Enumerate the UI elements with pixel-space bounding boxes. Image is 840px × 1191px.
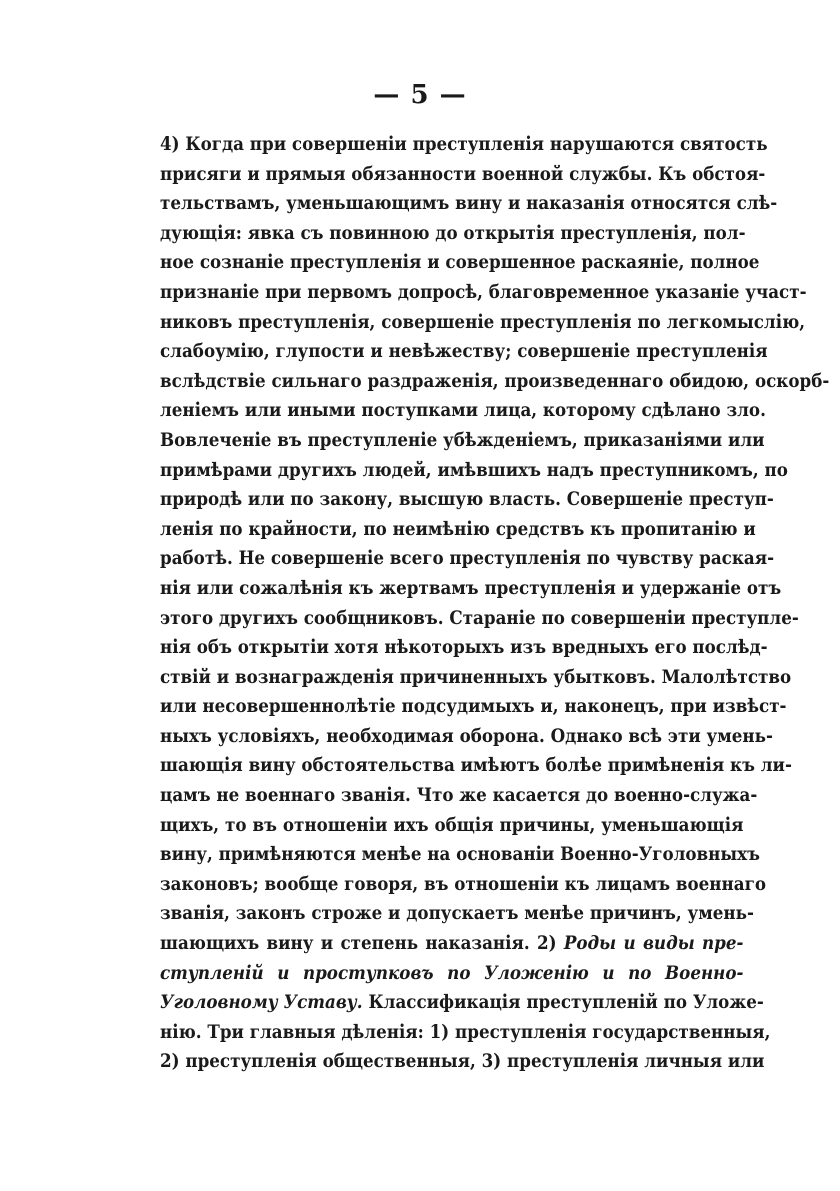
text-line: Вовлеченіе въ преступленіе убѣжденіемъ, приказаніями или — [160, 428, 765, 451]
text-line: этого другихъ сообщниковъ. Стараніе по совершеніи преступле- — [160, 606, 799, 629]
text-line: вину, примѣняются менѣе на основаніи Военно-Уголовныхъ — [160, 843, 760, 866]
body-text — [160, 130, 830, 1077]
page-number: — 5 — — [373, 80, 467, 110]
text-line: дующія: явка съ повинною до открытія преступленія, пол- — [160, 221, 746, 244]
text-line: тельствамъ, уменьшающимъ вину и наказанія относятся слѣ- — [160, 192, 778, 215]
text-line: шающія вину обстоятельства имѣютъ болѣе примѣненія къ ли- — [160, 754, 792, 777]
text-line: нію. Три главныя дѣленія: 1) преступленія государственныя, — [160, 1020, 771, 1043]
text-line: никовъ преступленія, совершеніе преступленія по легкомыслію, — [160, 310, 806, 333]
italic-heading-part: Роды и виды пре- — [563, 932, 744, 955]
text-line: шающихъ вину и степень наказанія. 2) Роды и виды пре- — [160, 932, 744, 955]
text-line: званія, законъ строже и допускаетъ менѣе причинъ, умень- — [160, 902, 754, 925]
text-line: законовъ; вообще говоря, въ отношеніи къ лицамъ военнаго — [160, 872, 767, 895]
text-line: 2) преступленія общественныя, 3) преступленія личныя или — [160, 1050, 765, 1073]
text-line: примѣрами другихъ людей, имѣвшихъ надъ преступникомъ, по — [160, 458, 788, 481]
text-line: нія объ открытіи хотя нѣкоторыхъ изъ вредныхъ его послѣд- — [160, 636, 768, 659]
text-line: присяги и прямыя обязанности военной службы. Къ обстоя- — [160, 162, 766, 185]
text-line — [160, 959, 743, 989]
text-line: леніемъ или иными поступками лица, которому сдѣлано зло. — [160, 399, 766, 422]
text-line: или несовершеннолѣтіе подсудимыхъ и, наконецъ, при извѣст- — [160, 695, 787, 718]
text-line: признаніе при первомъ допросѣ, благовременное указаніе участ- — [160, 280, 807, 303]
text-line: ное сознаніе преступленія и совершенное раскаяніе, полное — [160, 251, 760, 274]
text-line: ленія по крайности, по неимѣнію средствъ къ пропитанію и — [160, 517, 756, 540]
text-line: Уголовному Уставу. Классификація преступленій по Уложе- — [160, 991, 764, 1014]
text-line: нія или сожалѣнія къ жертвамъ преступленія и удержаніе отъ — [160, 576, 782, 599]
text-line: щихъ, то въ отношеніи ихъ общія причины, уменьшающія — [160, 813, 744, 836]
italic-heading-part: ступленій и проступковъ по Уложенію и по Военно- — [160, 961, 744, 984]
text-line: ныхъ условіяхъ, необходимая оборона. Однако всѣ эти умень- — [160, 724, 773, 747]
text-line: работѣ. Не совершеніе всего преступленія по чувству раская- — [160, 547, 775, 570]
text-line: слабоумію, глупости и невѣжеству; совершеніе преступленія — [160, 340, 768, 363]
text-line: цамъ не военнаго званія. Что же касается до военно-служа- — [160, 784, 758, 807]
text-line: вслѣдствіе сильнаго раздраженія, произведеннаго обидою, оскорб- — [160, 369, 830, 392]
italic-heading-part: Уголовному Уставу. — [160, 991, 363, 1014]
text-line: ствій и вознагражденія причиненныхъ убытковъ. Малолѣтство — [160, 665, 792, 688]
text-line: природѣ или по закону, высшую власть. Совершеніе преступ- — [160, 488, 774, 511]
text-line: 4) Когда при совершеніи преступленія нарушаются святость — [160, 133, 768, 155]
